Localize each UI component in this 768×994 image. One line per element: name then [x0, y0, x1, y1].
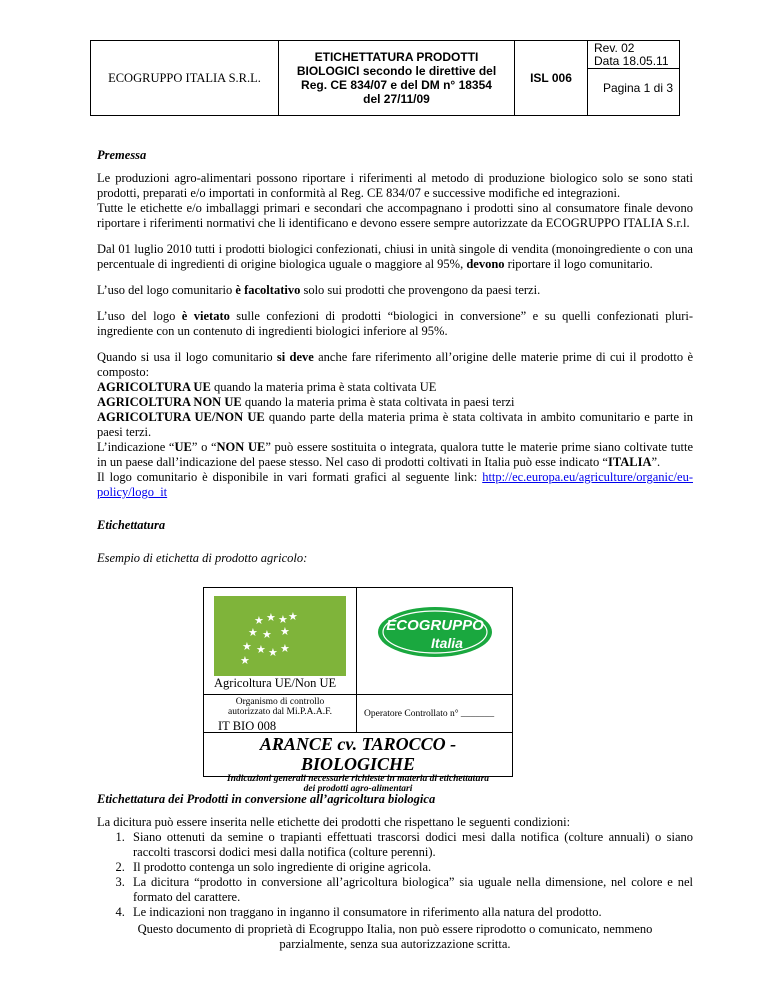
list-item: 2. Il prodotto contenga un solo ingrediente di origine agricola. [128, 860, 693, 875]
text: Indicazioni generali necessarie richieste in materia di etichettatura [226, 774, 490, 784]
conversion-section [97, 792, 693, 952]
emphasis: è facoltativo [235, 283, 301, 297]
list-item: 1. Siano ottenuti da semine o trapianti effettuati trascorsi dodici mesi dalla notifica (colture annuali) o siano raccolti trascorsi dodici mesi dalla notifica (colture perenni). [128, 830, 693, 860]
paragraph: Le produzioni agro-alimentari possono riportare i riferimenti al metodo di produzione biologico solo se sono stati prodotti, preparati e/o importati in conformità al Reg. CE 834/07 e successive modifiche ed integrazioni. [97, 171, 693, 200]
document-header [90, 40, 680, 116]
text: sulle confezioni di prodotti “biologici in conversione” e su quelli confezionati pluri-ingrediente con un contenuto di ingredienti biologici inferiore al 95%. [97, 309, 693, 338]
title-line: del 27/11/09 [363, 92, 430, 106]
svg-text:★: ★ [262, 628, 272, 641]
svg-text:★: ★ [280, 625, 290, 638]
emphasis: devono [466, 257, 505, 271]
eu-leaf-stars-icon [214, 596, 346, 676]
product-name: ARANCE cv. TAROCCO - BIOLOGICHE [259, 734, 457, 774]
text: riportare il logo comunitario. [504, 257, 653, 271]
general-indications [204, 774, 512, 794]
revision-info [588, 41, 679, 69]
paragraph [97, 309, 693, 339]
ecogruppo-badge-icon [377, 606, 493, 658]
label-logo-row [204, 588, 512, 694]
divider [356, 695, 357, 733]
control-body-code: IT BIO 008 [218, 719, 277, 733]
text: quando la materia prima è stata coltivata in paesi terzi [241, 395, 515, 409]
svg-text:★: ★ [256, 643, 266, 656]
text: L’uso del logo comunitario [97, 283, 236, 297]
text: quando la materia prima è stata coltivata UE [210, 380, 437, 394]
paragraph [97, 350, 693, 500]
text: quando parte della materia prima è stata coltivata in ambito comunitario e parte in paesi terzi. [97, 410, 693, 439]
text: solo sui prodotti che provengono da paesi terzi. [300, 283, 541, 297]
revision-cell [588, 41, 680, 116]
company-name: ECOGRUPPO ITALIA S.R.L. [91, 41, 279, 116]
text: ”. [651, 455, 661, 469]
agriculture-term: AGRICOLTURA UE [97, 380, 211, 394]
emphasis: NON UE [216, 440, 266, 454]
agriculture-term: AGRICOLTURA NON UE [97, 395, 242, 409]
paragraph: Tutte le etichette e/o imballaggi primari e secondari che accompagnano i prodotti sino al consumatore finale devono riportare i riferimenti normativi che li identificano e devono essere sempre autorizzate da ECOGRUPPO ITALIA S.r.l. [97, 201, 693, 230]
section-heading-premessa: Premessa [97, 148, 147, 162]
svg-text:★: ★ [278, 613, 288, 626]
control-body [204, 697, 356, 717]
eu-organic-logo [214, 596, 346, 676]
text: Il logo comunitario è disponibile in vari formati grafici al seguente link: [97, 470, 483, 484]
revision-date: Data 18.05.11 [594, 54, 669, 68]
paragraph [97, 242, 693, 272]
agriculture-origin: Agricoltura UE/Non UE [214, 676, 337, 690]
text: Organismo di controllo [235, 697, 325, 707]
document-body [97, 148, 693, 577]
paragraph [97, 283, 693, 298]
text: parzialmente, senza sua autorizzazione scritta. [279, 937, 511, 951]
logo-link[interactable]: http://ec.europa.eu/agriculture/organic/eu-policy/logo_it [97, 470, 693, 499]
text: ” o “ [191, 440, 217, 454]
svg-text:★: ★ [254, 614, 264, 627]
text: L’uso del logo [97, 309, 182, 323]
svg-text:★: ★ [248, 626, 258, 639]
svg-text:★: ★ [240, 654, 250, 667]
example-caption: Esempio di etichetta di prodotto agricolo: [97, 551, 308, 565]
emphasis: è vietato [181, 309, 230, 323]
document-title [279, 41, 515, 116]
list-item: 4. Le indicazioni non traggano in inganno il consumatore in riferimento alla natura del prodotto. [128, 905, 693, 920]
text: Questo documento di proprietà di Ecogruppo Italia, non può essere riprodotto o comunicato, nemmeno [137, 922, 653, 936]
svg-text:★: ★ [266, 611, 276, 624]
title-line: Reg. CE 834/07 e del DM n° 18354 [301, 78, 492, 92]
svg-text:★: ★ [288, 610, 298, 623]
conditions-intro: La dicitura può essere inserita nelle etichette dei prodotti che rispettano le seguenti condizioni: [97, 815, 571, 829]
agriculture-term: AGRICOLTURA UE/NON UE [97, 410, 265, 424]
text: dei prodotti agro-alimentari [303, 784, 413, 794]
page-number: Pagina 1 di 3 [602, 81, 673, 95]
label-certification-row [204, 694, 512, 733]
emphasis: si deve [276, 350, 314, 364]
section-heading-conversione: Etichettatura dei Prodotti in conversione all’agricoltura biologica [97, 792, 436, 806]
svg-text:★: ★ [280, 642, 290, 655]
text: ” può essere sostituita o integrata, qualora tutte le materie prime siano coltivate tutte in un paese dall’indicazione del paese stesso. Nel caso di prodotti coltivati in Italia può esse indicato “ [97, 440, 693, 469]
text: anche fare riferimento all’origine delle materie prime di cui il prodotto è composto: [97, 350, 693, 379]
text: Dal 01 luglio 2010 tutti i prodotti biologici confezionati, chiusi in unità singole di vendita (monoingrediente o con una percentuale di ingredienti di origine biologica uguale o maggiore al 95%, [97, 242, 693, 271]
revision-number: Rev. 02 [594, 41, 635, 55]
svg-text:★: ★ [242, 640, 252, 653]
title-line: ETICHETTATURA PRODOTTI [314, 50, 479, 64]
list-item: 3. La dicitura “prodotto in conversione all’agricoltura biologica” sia uguale nella dimensione, nel colore e nel formato del carattere. [128, 875, 693, 905]
text: L’indicazione “ [97, 440, 175, 454]
svg-text:★: ★ [268, 646, 278, 659]
document-code: ISL 006 [515, 41, 588, 116]
emphasis: ITALIA [607, 455, 652, 469]
text: Quando si usa il logo comunitario [97, 350, 277, 364]
section-heading-etichettatura: Etichettatura [97, 518, 166, 532]
divider [356, 588, 357, 694]
label-product-row [204, 732, 512, 794]
ecogruppo-text: ECOGRUPPO [386, 617, 484, 634]
title-line: BIOLOGICI secondo le direttive del [296, 64, 497, 78]
conditions-list [97, 830, 693, 920]
ecogruppo-logo [377, 606, 493, 658]
italia-text: Italia [431, 635, 463, 651]
emphasis: UE [174, 440, 192, 454]
operator-number: Operatore Controllato n° _______ [364, 709, 495, 719]
confidentiality-footer [97, 922, 693, 952]
example-label [203, 587, 513, 794]
text: autorizzato dal Mi.P.A.A.F. [228, 707, 332, 717]
